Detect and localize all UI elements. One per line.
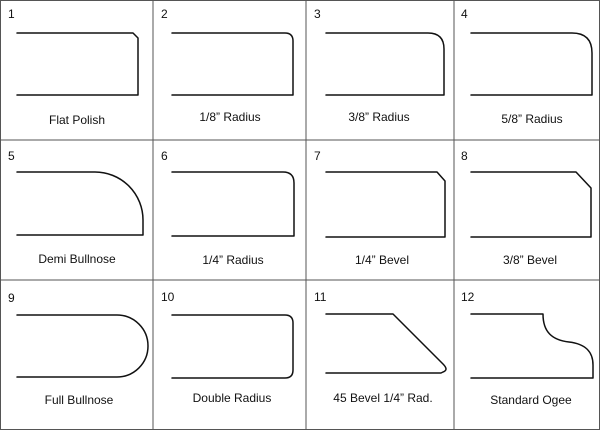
edge-cell-flat-polish [8, 7, 138, 127]
cell-label: Demi Bullnose [38, 252, 116, 266]
edge-cell-one-eighth-radius [161, 7, 293, 124]
quarter-bevel-profile [326, 172, 445, 237]
double-radius-profile [172, 315, 293, 378]
quarter-radius-profile [172, 172, 294, 236]
three-eighth-radius-profile [326, 33, 444, 95]
edge-cell-demi-bullnose [8, 149, 143, 266]
cell-label: 5/8” Radius [501, 112, 563, 126]
cell-number: 6 [161, 149, 168, 163]
cell-label: 3/8” Bevel [502, 253, 558, 267]
cell-label: 45 Bevel 1/4” Rad. [333, 391, 433, 405]
edge-cell-double-radius [161, 290, 293, 405]
edge-cell-full-bullnose [8, 291, 148, 407]
cell-number: 4 [461, 7, 468, 21]
three-eighth-bevel-profile [471, 172, 591, 237]
cell-number: 8 [461, 149, 468, 163]
edge-cell-45-bevel-quarter-radius [314, 290, 446, 405]
flat-polish-profile [17, 33, 138, 95]
cell-label: 1/8” Radius [199, 110, 261, 124]
cell-number: 2 [161, 7, 168, 21]
edge-cell-five-eighth-radius [461, 7, 592, 126]
45-bevel-quarter-radius-profile [326, 314, 446, 373]
cell-label: Standard Ogee [490, 393, 572, 407]
cell-label: 3/8” Radius [348, 110, 410, 124]
one-eighth-radius-profile [172, 33, 293, 95]
cell-label: 1/4” Bevel [354, 253, 410, 267]
cell-number: 1 [8, 7, 15, 21]
edge-cell-three-eighth-radius [314, 7, 444, 124]
edge-cell-quarter-bevel [314, 149, 445, 267]
cell-label: Full Bullnose [44, 393, 114, 407]
cell-label: 1/4” Radius [202, 253, 264, 267]
full-bullnose-profile [17, 315, 148, 377]
cell-label: Double Radius [192, 391, 272, 405]
cell-number: 11 [314, 290, 327, 304]
cell-label: Flat Polish [48, 113, 106, 127]
edge-cell-three-eighth-bevel [461, 149, 591, 267]
edge-cell-standard-ogee [461, 290, 593, 407]
demi-bullnose-profile [17, 172, 143, 235]
standard-ogee-profile [471, 314, 593, 378]
five-eighth-radius-profile [471, 33, 592, 95]
cell-number: 5 [8, 149, 15, 163]
cell-number: 3 [314, 7, 321, 21]
cell-number: 10 [161, 290, 175, 304]
edge-cell-quarter-radius [161, 149, 294, 267]
cell-number: 9 [8, 291, 15, 305]
cell-number: 12 [461, 290, 475, 304]
outer-border [1, 1, 600, 430]
cell-number: 7 [314, 149, 321, 163]
